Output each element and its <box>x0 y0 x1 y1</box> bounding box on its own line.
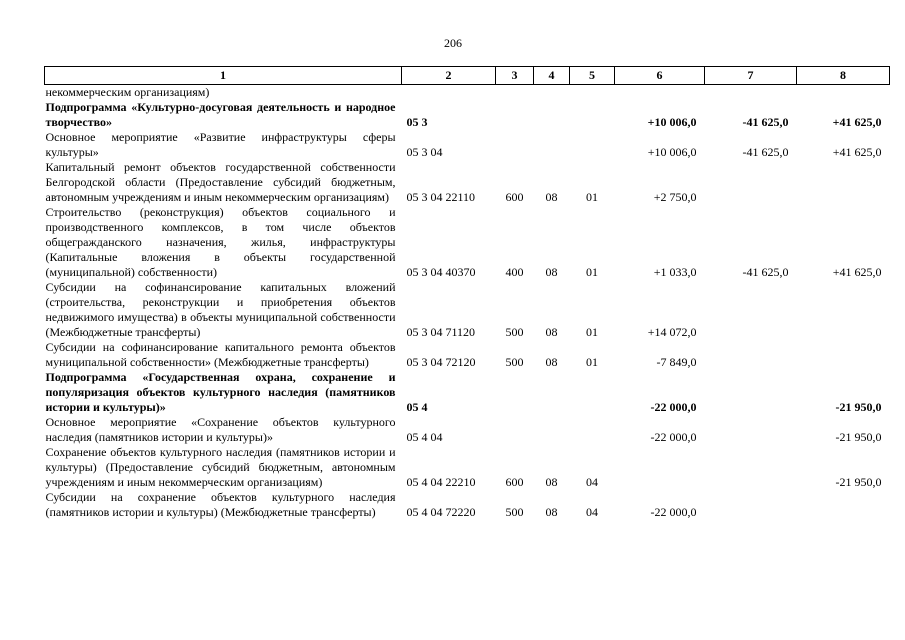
row-section-cell <box>534 130 570 160</box>
row-name-cell: Субсидии на софинансирование капитальных вложений (строительства, реконструкции и приобретения объектов недвижимого имущества) в объекты муниципальной собственности (Межбюджетные трансферты) <box>45 280 396 339</box>
row-expense-type-cell: 600 <box>505 475 524 489</box>
row-name-cell: Подпрограмма «Государственная охрана, сохранение и популяризация объектов культурного наследия (памятников истории и культуры)» <box>45 370 396 414</box>
row-value-col7-cell <box>705 340 797 370</box>
row-value-col7-cell: -41 625,0 <box>742 265 789 279</box>
row-value-col7-cell <box>705 445 797 490</box>
row-name-cell: Подпрограмма «Культурно-досуговая деятельность и народное творчество» <box>45 100 396 129</box>
row-value-col8-cell: +41 625,0 <box>832 145 882 159</box>
row-code-cell: 05 3 <box>406 115 428 129</box>
row-section-cell: 08 <box>545 265 558 279</box>
row-value-col8-cell <box>797 160 890 205</box>
row-value-col8-cell: -21 950,0 <box>835 475 882 489</box>
row-value-col6-cell: -7 849,0 <box>656 355 697 369</box>
row-name-cell: Капитальный ремонт объектов государственной собственности Белгородской области (Предоставление субсидий бюджетным, автономным учреждениям и иным некоммерческим организациям) <box>45 160 396 204</box>
row-expense-type-cell <box>496 415 534 445</box>
row-value-col8-cell: +41 625,0 <box>832 265 882 279</box>
row-section-cell: 08 <box>545 505 558 519</box>
row-value-col6-cell: +2 750,0 <box>653 190 697 204</box>
row-value-col7-cell: -41 625,0 <box>742 115 789 129</box>
table-row <box>45 130 890 160</box>
row-code-cell: 05 3 04 40370 <box>406 265 476 279</box>
row-name-cell: Строительство (реконструкция) объектов социального и производственного комплексов, в том числе объектов общегражданского назначения, жилья, инфраструктуры (Капитальные вложения в объекты государственной (муниципальной) собственности) <box>45 205 396 279</box>
row-section-cell <box>534 85 570 101</box>
row-value-col8-cell: -21 950,0 <box>835 430 882 444</box>
row-value-col6-cell: +10 006,0 <box>647 145 697 159</box>
header-col-5: 5 <box>570 67 615 85</box>
row-code-cell: 05 4 04 22210 <box>406 475 476 489</box>
row-subsection-cell <box>570 415 615 445</box>
table-row <box>45 205 890 280</box>
row-subsection-cell: 01 <box>586 355 598 369</box>
row-section-cell: 08 <box>545 325 558 339</box>
table-row <box>45 415 890 445</box>
row-subsection-cell: 01 <box>586 265 598 279</box>
row-section-cell: 08 <box>545 475 558 489</box>
row-expense-type-cell: 500 <box>505 505 524 519</box>
row-subsection-cell: 01 <box>586 325 598 339</box>
header-col-3: 3 <box>496 67 534 85</box>
row-subsection-cell: 04 <box>586 475 598 489</box>
row-code-cell: 05 3 04 <box>406 145 443 159</box>
row-value-col8-cell <box>797 340 890 370</box>
row-name-cell: Субсидии на софинансирование капитального ремонта объектов муниципальной собственности» (Межбюджетные трансферты) <box>45 340 396 369</box>
row-expense-type-cell: 500 <box>505 355 524 369</box>
row-value-col8-cell <box>797 85 890 101</box>
row-subsection-cell: 01 <box>586 190 598 204</box>
row-expense-type-cell: 400 <box>505 265 524 279</box>
row-value-col7-cell <box>705 415 797 445</box>
row-subsection-cell <box>570 85 615 101</box>
row-value-col6-cell: +1 033,0 <box>653 265 697 279</box>
row-expense-type-cell <box>496 85 534 101</box>
row-code-cell: 05 4 04 72220 <box>406 505 476 519</box>
row-value-col8-cell <box>797 280 890 340</box>
header-col-6: 6 <box>615 67 705 85</box>
row-code-cell: 05 4 04 <box>406 430 443 444</box>
row-value-col6-cell <box>615 85 705 101</box>
row-value-col8-cell: +41 625,0 <box>832 115 882 129</box>
table-row <box>45 100 890 130</box>
row-subsection-cell: 04 <box>586 505 598 519</box>
row-subsection-cell <box>570 100 615 130</box>
row-expense-type-cell: 500 <box>505 325 524 339</box>
header-col-7: 7 <box>705 67 797 85</box>
row-subsection-cell <box>570 130 615 160</box>
row-value-col7-cell <box>705 370 797 415</box>
row-name-cell: некоммерческим организациям) <box>45 85 210 99</box>
row-name-cell: Основное мероприятие «Сохранение объектов культурного наследия (памятников истории и культуры)» <box>45 415 396 444</box>
row-code-cell: 05 4 <box>406 400 428 414</box>
table-header <box>45 67 890 85</box>
row-code-cell <box>402 85 496 101</box>
row-expense-type-cell <box>496 370 534 415</box>
header-col-2: 2 <box>402 67 496 85</box>
row-code-cell: 05 3 04 71120 <box>406 325 476 339</box>
table-row <box>45 490 890 520</box>
row-value-col8-cell: -21 950,0 <box>835 400 882 414</box>
row-name-cell: Основное мероприятие «Развитие инфраструктуры сферы культуры» <box>45 130 396 159</box>
row-section-cell: 08 <box>545 190 558 204</box>
row-expense-type-cell <box>496 100 534 130</box>
row-value-col7-cell <box>705 85 797 101</box>
page-number: 206 <box>444 36 462 50</box>
row-value-col8-cell <box>797 490 890 520</box>
header-col-1: 1 <box>45 67 402 85</box>
header-col-8: 8 <box>797 67 890 85</box>
row-value-col6-cell: +14 072,0 <box>647 325 697 339</box>
row-expense-type-cell: 600 <box>505 190 524 204</box>
row-value-col6-cell <box>615 445 705 490</box>
row-section-cell: 08 <box>545 355 558 369</box>
row-value-col6-cell: -22 000,0 <box>650 505 697 519</box>
table-row <box>45 85 890 101</box>
row-name-cell: Субсидии на сохранение объектов культурного наследия (памятников истории и культуры) (Межбюджетные трансферты) <box>45 490 396 519</box>
row-value-col7-cell <box>705 280 797 340</box>
table-row <box>45 370 890 415</box>
row-expense-type-cell <box>496 130 534 160</box>
table-row <box>45 280 890 340</box>
row-value-col7-cell: -41 625,0 <box>742 145 789 159</box>
row-value-col7-cell <box>705 160 797 205</box>
table-row <box>45 340 890 370</box>
row-section-cell <box>534 415 570 445</box>
row-name-cell: Сохранение объектов культурного наследия (памятников истории и культуры) (Предоставление субсидий бюджетным, автономным учреждениям и иным некоммерческим организациям) <box>45 445 396 489</box>
row-value-col6-cell: -22 000,0 <box>650 400 697 414</box>
header-row <box>45 67 890 85</box>
row-code-cell: 05 3 04 22110 <box>406 190 476 204</box>
budget-table <box>44 66 890 520</box>
header-col-4: 4 <box>534 67 570 85</box>
row-value-col6-cell: +10 006,0 <box>647 115 697 129</box>
row-subsection-cell <box>570 370 615 415</box>
table-row <box>45 160 890 205</box>
table-body <box>45 85 890 521</box>
row-section-cell <box>534 100 570 130</box>
row-section-cell <box>534 370 570 415</box>
row-value-col7-cell <box>705 490 797 520</box>
table-row <box>45 445 890 490</box>
row-value-col6-cell: -22 000,0 <box>650 430 697 444</box>
row-code-cell: 05 3 04 72120 <box>406 355 476 369</box>
